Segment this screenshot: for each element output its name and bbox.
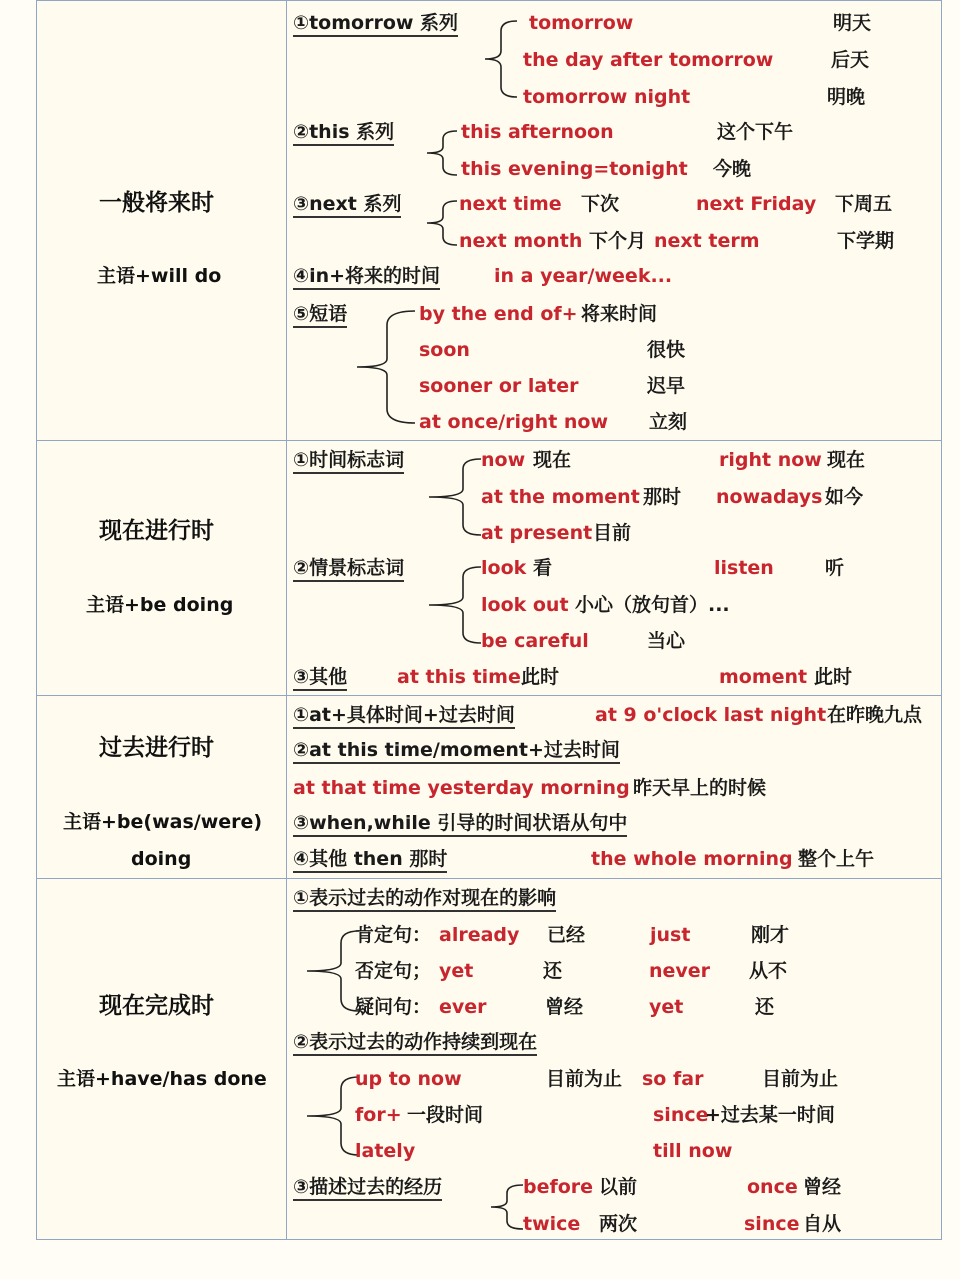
sentence-type-label: 肯定句： bbox=[355, 924, 432, 946]
marker-meaning: 刚才 bbox=[751, 924, 790, 946]
marker-meaning: 在昨晚九点 bbox=[827, 704, 923, 726]
marker-meaning: 曾经 bbox=[803, 1176, 842, 1198]
group-heading: ②this 系列 bbox=[293, 121, 394, 146]
group-heading: ①时间标志词 bbox=[293, 449, 404, 474]
marker: tomorrow night bbox=[523, 86, 691, 108]
marker: in a year/week... bbox=[494, 265, 673, 287]
marker-meaning: 下个月 bbox=[589, 230, 647, 252]
group-heading: ④in+将来的时间 bbox=[293, 265, 440, 290]
marker: next month bbox=[459, 230, 583, 252]
marker: so far bbox=[642, 1068, 704, 1090]
bracket bbox=[407, 129, 457, 179]
marker-meaning: 下学期 bbox=[837, 230, 895, 252]
tense-cell bbox=[37, 879, 287, 1239]
marker-meaning: 从不 bbox=[749, 960, 788, 982]
sentence-type-label: 疑问句： bbox=[355, 996, 432, 1018]
marker: at the moment bbox=[481, 486, 640, 508]
marker-meaning: 目前为止 bbox=[762, 1068, 839, 1090]
marker-meaning: 今晚 bbox=[713, 158, 752, 180]
marker: soon bbox=[419, 339, 470, 361]
tense-title: 过去进行时 bbox=[99, 735, 214, 761]
marker: sooner or later bbox=[419, 375, 579, 397]
marker: up to now bbox=[355, 1068, 462, 1090]
marker-meaning: 将来时间 bbox=[581, 303, 658, 325]
tense-cell bbox=[37, 441, 287, 695]
marker-meaning: 目前为止 bbox=[546, 1068, 623, 1090]
marker: at present bbox=[481, 522, 593, 544]
marker: listen bbox=[714, 557, 774, 579]
marker: right now bbox=[719, 449, 822, 471]
marker-meaning: 两次 bbox=[599, 1213, 638, 1235]
marker-meaning: 以前 bbox=[599, 1176, 638, 1198]
marker-meaning: 明晚 bbox=[827, 86, 866, 108]
marker-meaning: 目前 bbox=[593, 522, 632, 544]
marker: next term bbox=[654, 230, 760, 252]
marker: at that time yesterday morning bbox=[293, 777, 630, 799]
marker: look out bbox=[481, 594, 569, 616]
marker-meaning: 立刻 bbox=[649, 411, 688, 433]
marker: before bbox=[523, 1176, 594, 1198]
marker: the whole morning bbox=[591, 848, 793, 870]
marker-meaning: 已经 bbox=[547, 924, 586, 946]
marker: lately bbox=[355, 1140, 416, 1162]
marker: next Friday bbox=[696, 193, 817, 215]
marker: at once/right now bbox=[419, 411, 609, 433]
tense-cell bbox=[37, 1, 287, 440]
group-heading: ②at this time/moment+过去时间 bbox=[293, 739, 620, 764]
marker-meaning: 下周五 bbox=[835, 193, 893, 215]
marker: already bbox=[439, 924, 520, 946]
markers-cell bbox=[287, 1, 941, 440]
group-heading: ③描述过去的经历 bbox=[293, 1176, 442, 1201]
marker: just bbox=[650, 924, 691, 946]
marker: since bbox=[744, 1213, 800, 1235]
group-heading: ③其他 bbox=[293, 666, 347, 691]
group-heading: ①at+具体时间+过去时间 bbox=[293, 704, 515, 729]
marker: for+ bbox=[355, 1104, 402, 1126]
marker-meaning: 曾经 bbox=[545, 996, 584, 1018]
marker: yet bbox=[649, 996, 684, 1018]
marker-meaning: 下次 bbox=[581, 193, 620, 215]
grammar-table bbox=[36, 0, 942, 1240]
bracket bbox=[421, 457, 481, 537]
tense-title: 现在完成时 bbox=[99, 993, 214, 1019]
tense-cell bbox=[37, 696, 287, 878]
bracket bbox=[473, 1183, 523, 1233]
bracket bbox=[355, 309, 415, 427]
marker: nowadays bbox=[716, 486, 823, 508]
tense-title: 一般将来时 bbox=[99, 190, 214, 216]
bracket bbox=[467, 19, 517, 99]
marker: yet bbox=[439, 960, 474, 982]
marker-meaning: 自从 bbox=[803, 1213, 842, 1235]
marker: never bbox=[649, 960, 711, 982]
group-heading: ②表示过去的动作持续到现在 bbox=[293, 1031, 537, 1056]
group-heading: ③next 系列 bbox=[293, 193, 401, 218]
marker-meaning: 此时 bbox=[521, 666, 560, 688]
marker-meaning: 如今 bbox=[825, 486, 864, 508]
marker: at this time bbox=[397, 666, 521, 688]
marker-meaning: 还 bbox=[543, 960, 563, 982]
marker: by the end of+ bbox=[419, 303, 578, 325]
marker-meaning: 整个上午 bbox=[798, 848, 875, 870]
marker: now bbox=[481, 449, 526, 471]
bracket bbox=[299, 1075, 359, 1157]
marker-meaning: 一段时间 bbox=[407, 1104, 484, 1126]
markers-cell bbox=[287, 441, 941, 695]
marker-meaning: 此时 bbox=[814, 666, 853, 688]
marker-meaning: 小心（放句首）... bbox=[575, 594, 730, 616]
marker: be careful bbox=[481, 630, 589, 652]
tense-title: 现在进行时 bbox=[99, 518, 214, 544]
group-heading: ②情景标志词 bbox=[293, 557, 404, 582]
marker-meaning: +过去某一时间 bbox=[705, 1104, 835, 1126]
marker-meaning: 明天 bbox=[833, 12, 872, 34]
marker: next time bbox=[459, 193, 562, 215]
marker: ever bbox=[439, 996, 487, 1018]
tense-formula: 主语+have/has done bbox=[57, 1068, 267, 1090]
marker-meaning: 现在 bbox=[533, 449, 572, 471]
bracket bbox=[299, 929, 359, 1013]
marker: the day after tomorrow bbox=[523, 49, 774, 71]
marker: twice bbox=[523, 1213, 581, 1235]
marker-meaning: 昨天早上的时候 bbox=[633, 777, 767, 799]
group-heading: ③when,while 引导的时间状语从句中 bbox=[293, 812, 627, 837]
markers-cell bbox=[287, 879, 941, 1239]
tense-formula: doing bbox=[131, 848, 192, 870]
marker-meaning: 听 bbox=[825, 557, 845, 579]
marker-meaning: 这个下午 bbox=[717, 121, 794, 143]
group-heading: ①表示过去的动作对现在的影响 bbox=[293, 887, 556, 912]
markers-cell bbox=[287, 696, 941, 878]
marker: tomorrow bbox=[529, 12, 634, 34]
marker: since bbox=[653, 1104, 709, 1126]
marker: till now bbox=[653, 1140, 733, 1162]
tense-formula: 主语+be(was/were) bbox=[63, 811, 263, 833]
marker-meaning: 迟早 bbox=[647, 375, 686, 397]
group-heading: ④其他 then 那时 bbox=[293, 848, 447, 873]
group-heading: ①tomorrow 系列 bbox=[293, 12, 458, 37]
marker: this afternoon bbox=[461, 121, 614, 143]
marker-meaning: 还 bbox=[755, 996, 775, 1018]
marker: at 9 o'clock last night bbox=[595, 704, 827, 726]
marker: moment bbox=[719, 666, 808, 688]
section-present-continuous bbox=[37, 441, 941, 696]
tense-formula: 主语+be doing bbox=[86, 594, 234, 616]
sentence-type-label: 否定句； bbox=[355, 960, 432, 982]
marker-meaning: 很快 bbox=[647, 339, 686, 361]
marker-meaning: 看 bbox=[533, 557, 553, 579]
marker: this evening=tonight bbox=[461, 158, 688, 180]
group-heading: ⑤短语 bbox=[293, 303, 347, 328]
marker: look bbox=[481, 557, 527, 579]
marker-meaning: 现在 bbox=[827, 449, 866, 471]
marker-meaning: 那时 bbox=[643, 486, 682, 508]
bracket bbox=[421, 565, 481, 645]
marker-meaning: 后天 bbox=[831, 49, 870, 71]
section-present-perfect bbox=[37, 879, 941, 1239]
section-future-simple bbox=[37, 1, 941, 441]
bracket bbox=[407, 199, 457, 249]
marker-meaning: 当心 bbox=[647, 630, 686, 652]
marker: once bbox=[747, 1176, 798, 1198]
tense-formula: 主语+will do bbox=[97, 265, 222, 287]
section-past-continuous bbox=[37, 696, 941, 879]
